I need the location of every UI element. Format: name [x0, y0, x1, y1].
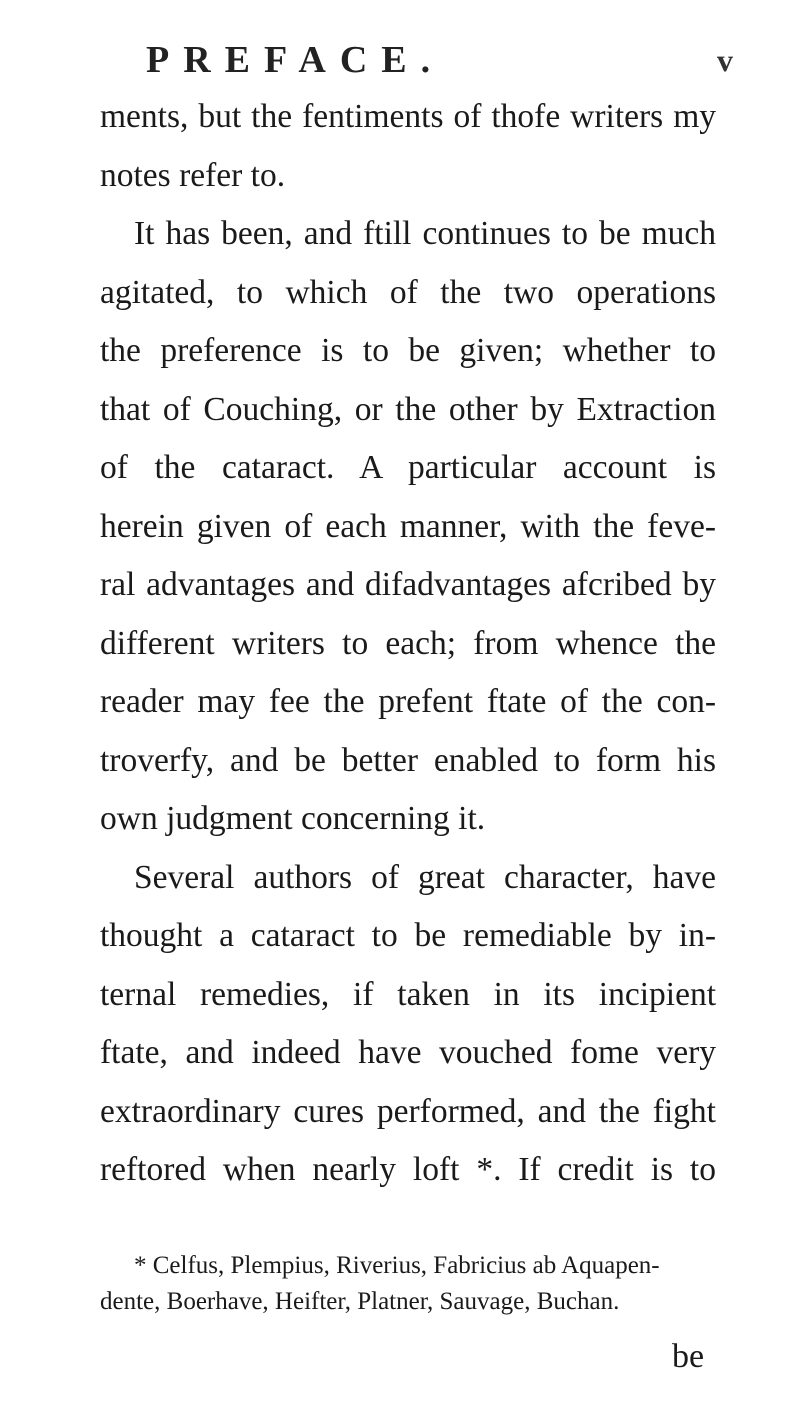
footnote-line: * Celfus, Plempius, Riverius, Fabricius ab Aquapen- [134, 1252, 660, 1279]
text-line: notes refer to. [100, 156, 286, 194]
text-line: agitated, to which of the two operations [100, 273, 716, 311]
page-number: v [717, 42, 733, 78]
text-line: ments, but the fentiments of thofe writers my [100, 98, 716, 135]
body-text [100, 88, 716, 1200]
text-line: of the cataract. A particular account is [100, 449, 716, 486]
text-line: that of Couching, or the other by Extraction [100, 390, 716, 428]
text-line: ternal remedies, if taken in its incipient [100, 975, 716, 1013]
text-line: ral advantages and difadvantages afcribed by [100, 566, 716, 603]
text-line: extraordinary cures performed, and the fight [100, 1092, 716, 1130]
text-line: own judgment concerning it. [100, 800, 486, 837]
catchword: be [672, 1338, 705, 1375]
running-head: PREFACE. [146, 39, 445, 81]
text-line: thought a cataract to be remediable by in- [100, 917, 716, 954]
text-line: ftate, and indeed have vouched fome very [100, 1034, 716, 1071]
text-line: It has been, and ftill continues to be much [134, 215, 716, 252]
text-line: Several authors of great character, have [134, 858, 716, 896]
footnote [100, 1248, 716, 1320]
page-header [0, 38, 800, 88]
text-line: reader may fee the prefent ftate of the con- [100, 683, 716, 720]
text-line: reftored when nearly loft *. If credit is to [100, 1151, 716, 1188]
text-line: herein given of each manner, with the feve- [100, 507, 716, 545]
text-line: the preference is to be given; whether to [100, 332, 716, 369]
text-line: troverfy, and be better enabled to form his [100, 741, 716, 779]
text-line: different writers to each; from whence the [100, 624, 716, 662]
footnote-line: dente, Boerhave, Heifter, Platner, Sauvage, Buchan. [100, 1288, 620, 1315]
